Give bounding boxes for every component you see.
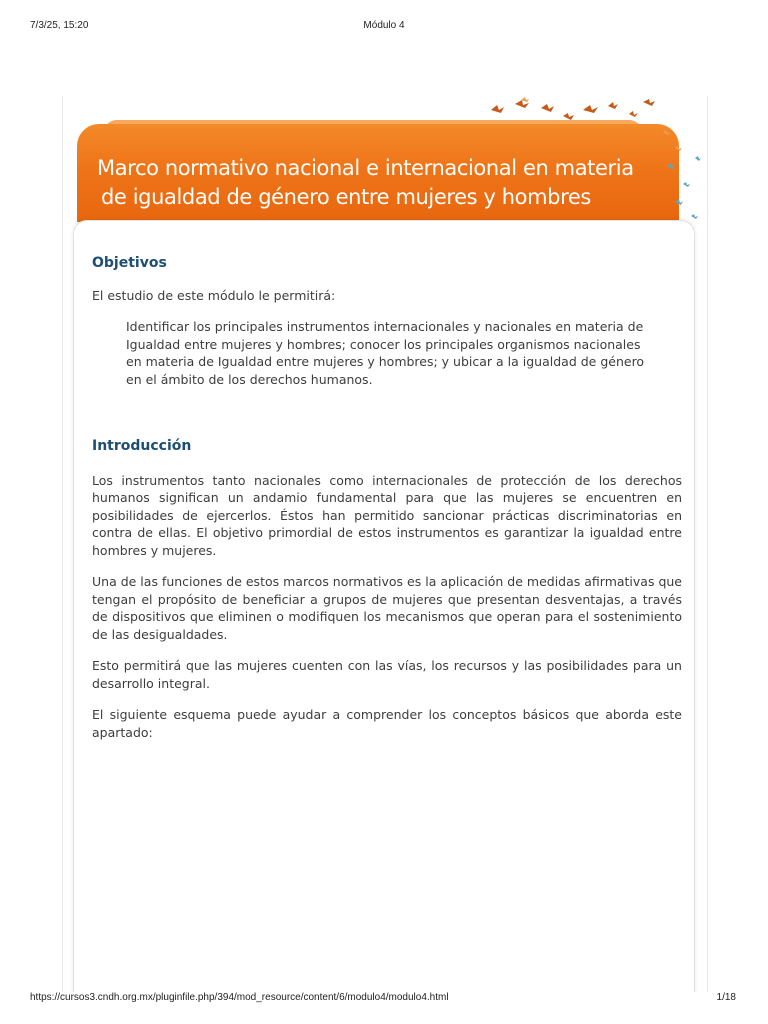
module-banner (63, 96, 707, 226)
objetivos-intro: El estudio de este módulo le permitirá: (92, 287, 336, 303)
print-header (0, 20, 768, 34)
print-footer (0, 992, 768, 1006)
print-page-title: Módulo 4 (363, 20, 405, 31)
document-page (62, 96, 708, 992)
objetivos-blockquote: Identificar los principales instrumentos internacionales y nacionales en materia de Igualdad entre mujeres y hombres; conocer los principales organismos nacionales en materia de Igualdad entre mujeres y hombres; y ubicar a la igualdad de género en el ámbito de los derechos humanos. (126, 319, 645, 387)
introduccion-heading: Introducción (92, 438, 192, 454)
intro-paragraph-3: Esto permitirá que las mujeres cuenten con las vías, los recursos y las posibilidades para un desarrollo integral. (92, 658, 682, 691)
banner-title-line-2: de igualdad de género entre mujeres y hombres (101, 185, 591, 209)
print-datetime: 7/3/25, 15:20 (30, 20, 89, 31)
content-card (73, 220, 695, 992)
print-page-number: 1/18 (716, 992, 736, 1003)
intro-paragraph-2: Una de las funciones de estos marcos normativos es la aplicación de medidas afirmativas que tengan el propósito de beneficiar a grupos de mujeres que presentan desventajas, a través de dispositivos que eliminen o modifiquen los mecanismos que operan para el sostenimiento de las desigualdades. (92, 574, 682, 642)
banner-title (97, 154, 657, 212)
intro-paragraph-1: Los instrumentos tanto nacionales como internacionales de protección de los derechos humanos significan un andamio fundamental para que las mujeres se encuentren en posibilidades de ejercerlos. Éstos han permitido sancionar prácticas discriminatorias en contra de ellas. El objetivo primordial de estos instrumentos es garantizar la igualdad entre hombres y mujeres. (92, 472, 682, 558)
module-content (92, 255, 682, 741)
intro-paragraph-4: El siguiente esquema puede ayudar a comprender los conceptos básicos que aborda este apartado: (92, 707, 682, 740)
print-url: https://cursos3.cndh.org.mx/pluginfile.php/394/mod_resource/content/6/modulo4/modulo4.html (30, 992, 449, 1003)
banner-title-line-1: Marco normativo nacional e internacional en materia (97, 156, 634, 180)
objetivos-heading: Objetivos (92, 255, 167, 271)
